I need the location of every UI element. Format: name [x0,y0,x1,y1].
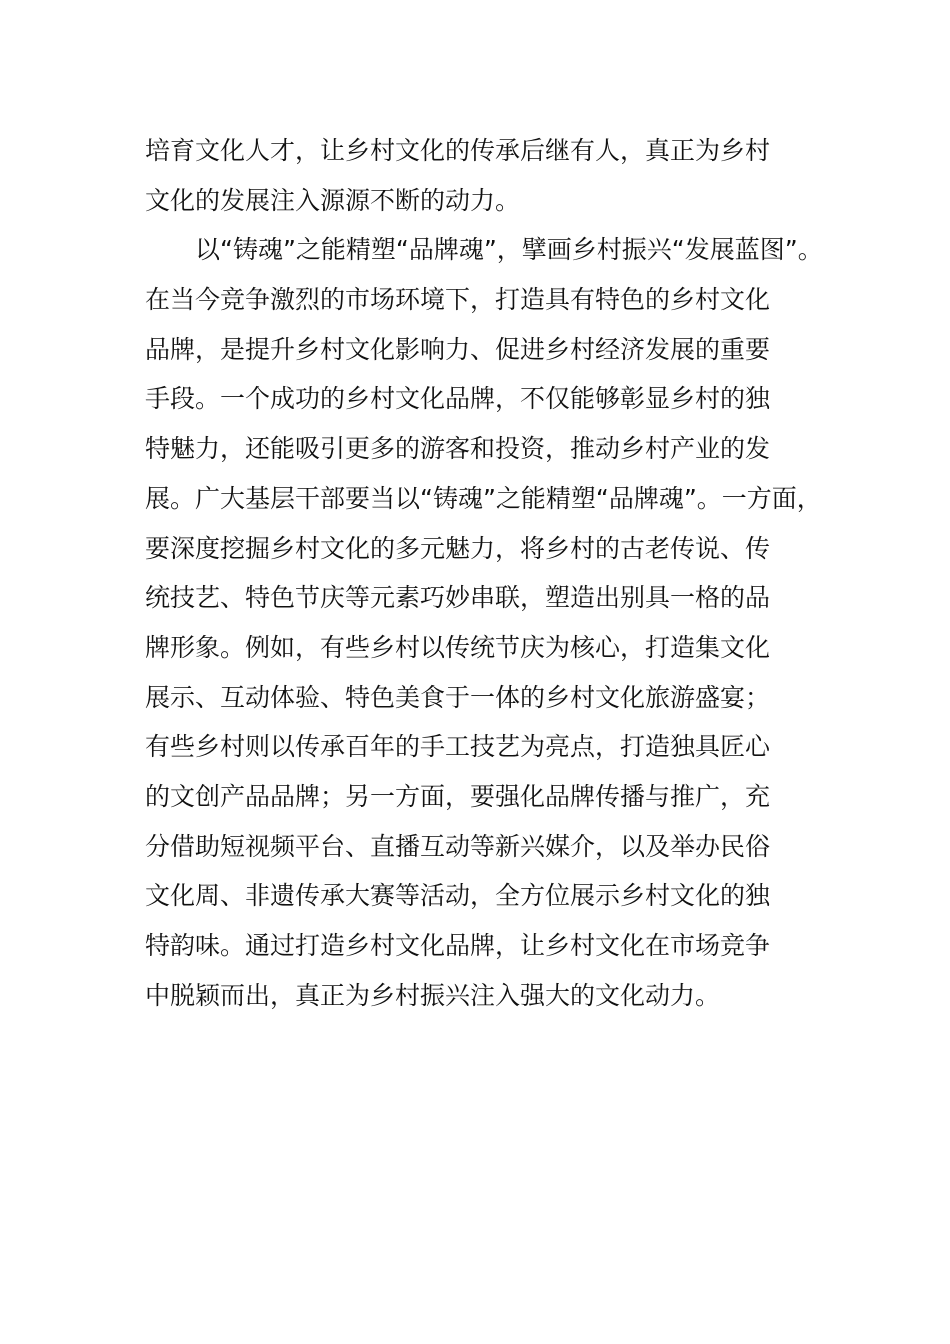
text-line: 文化周、非遗传承大赛等活动，全方位展示乡村文化的独 [145,881,771,911]
text-line: 培育文化人才，让乡村文化的传承后继有人，真正为乡村 [145,136,771,165]
text-line: 统技艺、特色节庆等元素巧妙串联，塑造出别具一格的品 [145,583,771,613]
text-line: 中脱颖而出，真正为乡村振兴注入强大的文化动力。 [145,980,721,1010]
text-line: 在当今竞争激烈的市场环境下，打造具有特色的乡村文化 [145,285,771,315]
text-line: 特魅力，还能吸引更多的游客和投资，推动乡村产业的发 [145,434,771,464]
text-line: 分借助短视频平台、直播互动等新兴媒介，以及举办民俗 [145,831,771,861]
text-line: 特韵味。通过打造乡村文化品牌，让乡村文化在市场竞争 [145,931,771,960]
text-line: 展。广大基层干部要当以“铸魂”之能精塑“品牌魂”。一方面， [145,483,822,513]
text-line: 手段。一个成功的乡村文化品牌，不仅能够彰显乡村的独 [145,384,771,414]
text-line: 以“铸魂”之能精塑“品牌魂”，擘画乡村振兴“发展蓝图”。 [145,235,823,265]
text-line: 的文创产品品牌；另一方面，要强化品牌传播与推广，充 [145,781,771,811]
text-line: 牌形象。例如，有些乡村以传统节庆为核心，打造集文化 [145,632,771,662]
text-line: 品牌，是提升乡村文化影响力、促进乡村经济发展的重要 [145,334,771,364]
body-text [145,126,825,1020]
text-line: 展示、互动体验、特色美食于一体的乡村文化旅游盛宴； [145,682,771,712]
text-line: 要深度挖掘乡村文化的多元魅力，将乡村的古老传说、传 [145,533,771,563]
text-line: 文化的发展注入源源不断的动力。 [145,185,521,215]
text-line: 有些乡村则以传承百年的手工技艺为亮点，打造独具匠心 [145,732,771,762]
